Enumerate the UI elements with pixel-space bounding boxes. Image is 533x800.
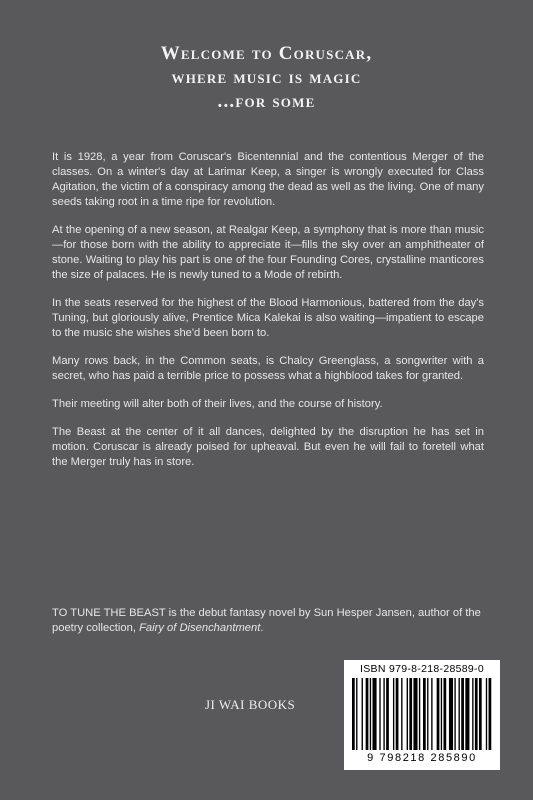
blurb-paragraph-1: It is 1928, a year from Coruscar's Bicentennial and the contentious Merger of the classes. On a winter's day at Larimar Keep, a singer is wrongly executed for Class Agitation, the victim of a conspiracy among the dead as well as the living. One of many seeds taking root in a time ripe for revolution. [52,151,484,208]
barcode-bar [454,678,455,750]
publisher-name: JI WAI BOOKS [205,697,296,712]
barcode-bar [437,678,440,750]
barcode-bar [401,678,402,750]
barcode-bar [459,678,460,750]
barcode-bar [409,678,412,750]
barcode-bar [393,678,394,750]
barcode-bar [362,678,363,750]
barcode-bar [370,678,371,750]
barcode-bar [461,678,464,750]
barcode-bar [356,678,357,750]
barcode-bar [352,678,355,750]
barcode-digits: 9 798218 285890 [367,752,477,764]
barcode-bars-icon [352,678,494,750]
author-note-end: . [260,622,264,634]
barcode-bar [472,678,473,750]
author-note [52,606,484,636]
barcode-bar [475,678,478,750]
headline-line-2: where music is magic [171,67,362,88]
barcode-bar [489,678,492,750]
blurb [52,150,484,483]
barcode-bar [419,678,420,750]
barcode-bar [479,678,482,750]
author-note-text: TO TUNE THE BEAST is the debut fantasy novel by Sun Hesper Jansen, author of the poetry collection, [52,607,481,634]
barcode-bar [441,678,442,750]
barcode-bar [372,678,376,750]
poetry-collection-title: Fairy of Disenchantment [139,622,261,634]
blurb-paragraph-6: The Beast at the center of it all dances, delighted by the disruption he has set in motion. Coruscar is already poised for upheaval. But even he will fail to foretell what the Merger truly has in store. [52,426,484,468]
barcode-bar [443,678,446,750]
barcode-bar [423,678,426,750]
isbn-label: ISBN 979-8-218-28589-0 [360,663,484,675]
barcode-bar [379,678,380,750]
blurb-paragraph-2: At the opening of a new season, at Realgar Keep, a symphony that is more than music—for those born with the ability to appreciate it—fills the sky over an amphitheater of stone. Waiting to play his part is one of the four Founding Cores, crystalline manticores the size of palaces. He is newly tuned to a Mode of rebirth. [52,224,484,281]
isbn-barcode [344,660,500,770]
headline-line-1: Welcome to Coruscar, [160,43,373,64]
blurb-paragraph-4: Many rows back, in the Common seats, is Chalcy Greenglass, a songwriter with a secret, who has paid a terrible price to possess what a highblood takes for granted. [52,355,484,382]
headline [0,42,533,114]
barcode-bar [366,678,369,750]
barcode-bar [431,678,432,750]
barcode-bar [465,678,469,750]
barcode-bar [383,678,384,750]
blurb-paragraph-3: In the seats reserved for the highest of the Blood Harmonious, battered from the day's Tuning, but gloriously alive, Prentice Mica Kalekai is also waiting—impatient to escape to the music she wishes she'd been born to. [52,297,484,339]
barcode-bar [413,678,417,750]
headline-line-3: ...for some [217,91,316,112]
barcode-bar [427,678,428,750]
barcode-bar [449,678,453,750]
barcode-bar [386,678,389,750]
barcode-bar [486,678,487,750]
barcode-bar [396,678,399,750]
blurb-paragraph-5: Their meeting will alter both of their lives, and the course of history. [52,398,383,410]
barcode-bar [407,678,408,750]
